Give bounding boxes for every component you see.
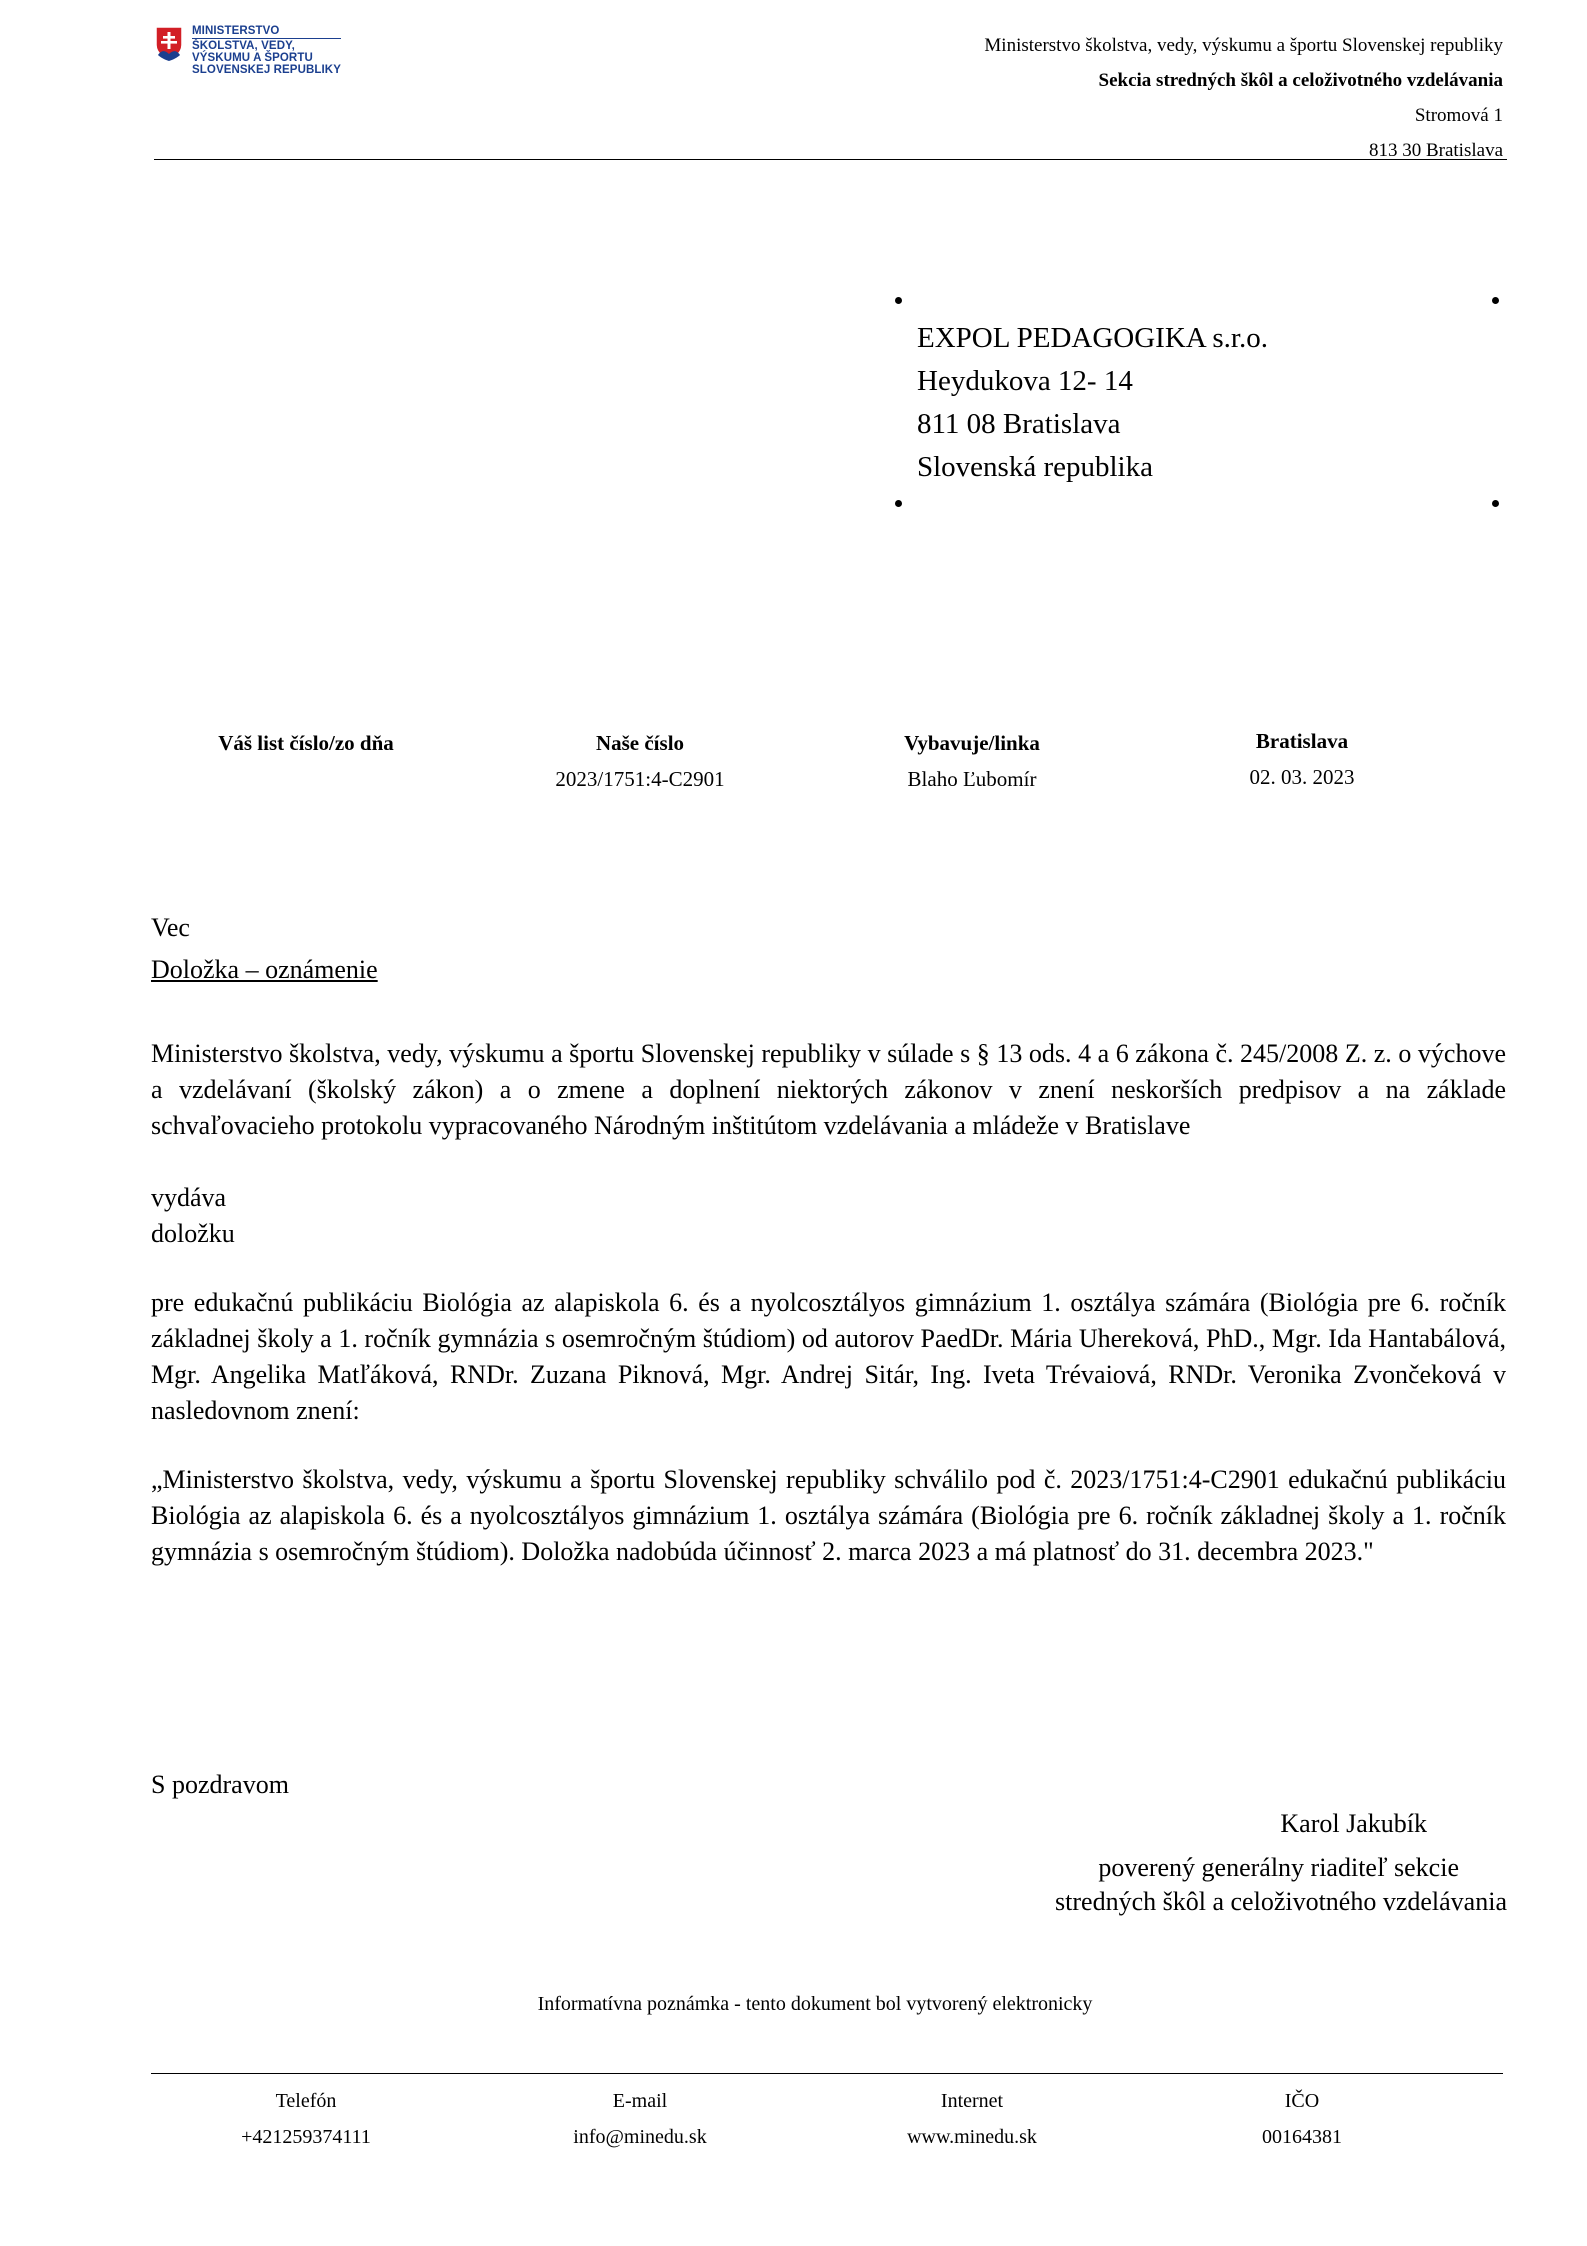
clause-text: doložku [151,1219,235,1248]
recipient-company: EXPOL PEDAGOGIKA s.r.o. [917,322,1268,354]
publication-paragraph: pre edukačnú publikáciu Biológia az alapiskola 6. és a nyolcosztályos gimnázium 1. osztálya számára (Biológia pre 6. ročník základnej školy a 1. ročník gymnázia s osemročným štúdiom) od autorov PaedDr. Mária Uhereková, PhD., Mgr. Ida Hantabálová, Mgr. Angelika Matľáková, RNDr. Zuzana Piknová, Mgr. Andrej Sitár, Ing. Iveta Trévaiová, RNDr. Veronika Zvončeková v nasledovnom znení: [151,1288,1506,1425]
sender-address [984,28,1503,168]
ref-handler-value: Blaho Ľubomír [907,767,1037,791]
footer-email-value[interactable]: info@minedu.sk [573,2126,707,2148]
header-divider [154,159,1507,160]
window-corner-mark [1492,297,1499,304]
logo-line-1: MINISTERSTVO [192,25,341,39]
coat-of-arms-icon [154,25,184,63]
ministry-name: Ministerstvo školstva, vedy, výskumu a športu Slovenskej republiky [984,35,1503,56]
ref-our-number-value: 2023/1751:4-C2901 [555,767,725,791]
electronic-document-note: Informatívna poznámka - tento dokument bol vytvorený elektronicky [537,1993,1093,2015]
window-corner-mark [1492,500,1499,507]
sender-street: Stromová 1 [1414,105,1503,126]
ref-place-label: Bratislava [1255,729,1349,753]
footer-internet-value[interactable]: www.minedu.sk [907,2126,1037,2148]
footer-email [520,2083,760,2155]
footer-phone-value: +421259374111 [241,2126,371,2148]
signer-name: Karol Jakubík [1280,1809,1427,1838]
footer-divider [151,2073,1503,2074]
clause-quote-paragraph: „Ministerstvo školstva, vedy, výskumu a športu Slovenskej republiky schválilo pod č. 2023/1751:4-C2901 edukačnú publikáciu Biológia az alapiskola 6. és a nyolcosztályos gimnázium 1. osztálya számára (Biológia pre 6. ročník základnej školy a 1. ročník gymnázia s osemročným štúdiom). Doložka nadobúda účinnosť 2. marca 2023 a má platnosť do 31. decembra 2023." [151,1465,1506,1566]
logo-line-4: SLOVENSKEJ REPUBLIKY [192,64,341,76]
sender-city: 813 30 Bratislava [1368,140,1503,161]
logo-line-3: VÝSKUMU A ŠPORTU [192,52,313,64]
ref-your-letter-label: Váš list číslo/zo dňa [218,731,394,755]
section-name: Sekcia stredných škôl a celoživotného vzdelávania [1098,70,1503,91]
greeting: S pozdravom [151,1770,289,1799]
footer-phone [186,2083,426,2155]
ref-our-number-label: Naše číslo [595,731,685,755]
logo-line-2: ŠKOLSTVA, VEDY, [192,40,295,52]
intro-paragraph: Ministerstvo školstva, vedy, výskumu a športu Slovenskej republiky v súlade s § 13 ods. 4 a 6 zákona č. 245/2008 Z. z. o výchove a vzdelávaní (školský zákon) a o zmene a doplnení niektorých zákonov v znení neskorších predpisov a na základe schvaľovacieho protokolu vypracovaného Národným inštitútom vzdelávania a mládeže v Bratislave [151,1039,1506,1140]
ref-handler [852,725,1092,797]
signer-title-line-1: poverený generálny riaditeľ sekcie [1098,1853,1459,1882]
issues-text: vydáva [151,1183,227,1212]
window-corner-mark [895,500,902,507]
ref-your-letter [186,725,426,761]
signer-title-line-2: stredných škôl a celoživotného vzdelávania [1055,1887,1507,1916]
logo-wordmark [192,25,341,76]
footer-ico [1182,2083,1422,2155]
subject-label: Vec [151,913,190,942]
recipient-country: Slovenská republika [917,451,1153,483]
footer-ico-value: 00164381 [1262,2126,1342,2148]
recipient-address [917,317,1268,489]
footer-ico-label: IČO [1284,2090,1320,2112]
ref-date [1182,723,1422,795]
footer-email-label: E-mail [612,2090,668,2112]
footer-internet-label: Internet [940,2090,1004,2112]
window-corner-mark [895,297,902,304]
footer-internet [852,2083,1092,2155]
ref-date-value: 02. 03. 2023 [1249,765,1355,789]
recipient-street: Heydukova 12- 14 [917,365,1133,397]
ref-handler-label: Vybavuje/linka [904,731,1040,755]
ministry-logo [154,25,341,76]
recipient-city: 811 08 Bratislava [917,408,1121,440]
ref-our-number [520,725,760,797]
signature-block [1055,1802,1507,1924]
footer-phone-label: Telefón [275,2090,337,2112]
subject-title: Doložka – oznámenie [151,955,378,984]
